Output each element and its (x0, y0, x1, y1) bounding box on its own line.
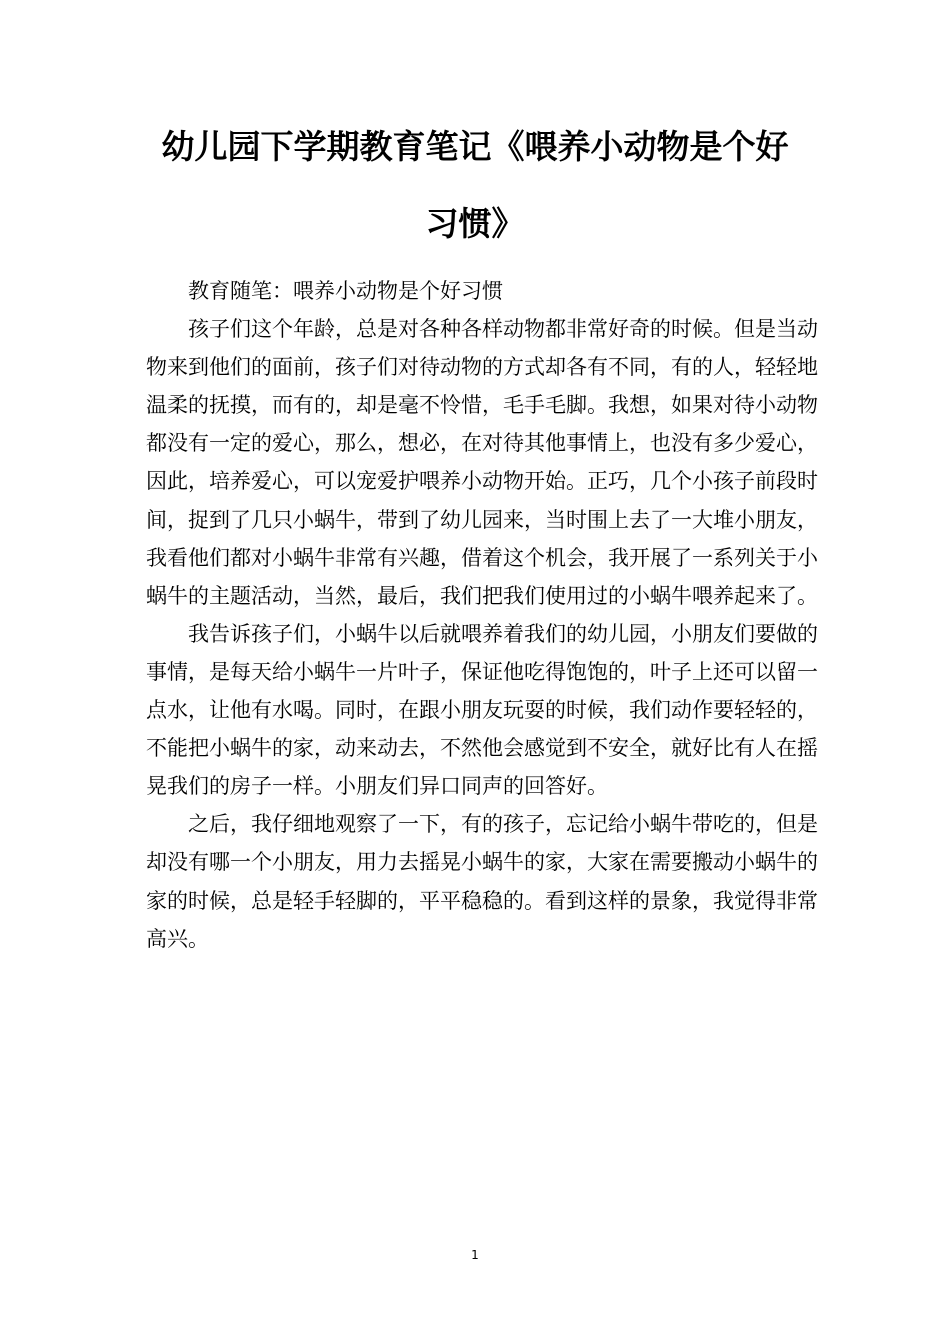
body-paragraph-1: 孩子们这个年龄，总是对各种各样动物都非常好奇的时候。但是当动物来到他们的面前，孩子们对待动物的方式却各有不同，有的人，轻轻地温柔的抚摸，而有的，却是毫不怜惜，毛手毛脚。我想，如果对待小动物都没有一定的爱心，那么，想必，在对待其他事情上，也没有多少爱心，因此，培养爱心，可以宠爱护喂养小动物开始。正巧，几个小孩子前段时间，捉到了几只小蜗牛，带到了幼儿园来，当时围上去了一大堆小朋友，我看他们都对小蜗牛非常有兴趣，借着这个机会，我开展了一系列关于小蜗牛的主题活动，当然，最后，我们把我们使用过的小蜗牛喂养起来了。 (146, 317, 818, 608)
page-number: 1 (471, 1248, 479, 1262)
document-body (146, 272, 818, 958)
document-title-line-1: 幼儿园下学期教育笔记《喂养小动物是个好 (161, 127, 789, 166)
body-paragraph-3: 之后，我仔细地观察了一下，有的孩子，忘记给小蜗牛带吃的，但是却没有哪一个小朋友，用力去摇晃小蜗牛的家，大家在需要搬动小蜗牛的家的时候，总是轻手轻脚的，平平稳稳的。看到这样的景象，我觉得非常高兴。 (146, 812, 818, 951)
subtitle-paragraph: 教育随笔：喂养小动物是个好习惯 (188, 279, 503, 303)
body-paragraph-2: 我告诉孩子们，小蜗牛以后就喂养着我们的幼儿园，小朋友们要做的事情，是每天给小蜗牛一片叶子，保证他吃得饱饱的，叶子上还可以留一点水，让他有水喝。同时，在跟小朋友玩耍的时候，我们动作要轻轻的，不能把小蜗牛的家，动来动去，不然他会感觉到不安全，就好比有人在摇晃我们的房子一样。小朋友们异口同声的回答好。 (146, 621, 818, 799)
document-title-line-2: 习惯》 (425, 204, 525, 243)
